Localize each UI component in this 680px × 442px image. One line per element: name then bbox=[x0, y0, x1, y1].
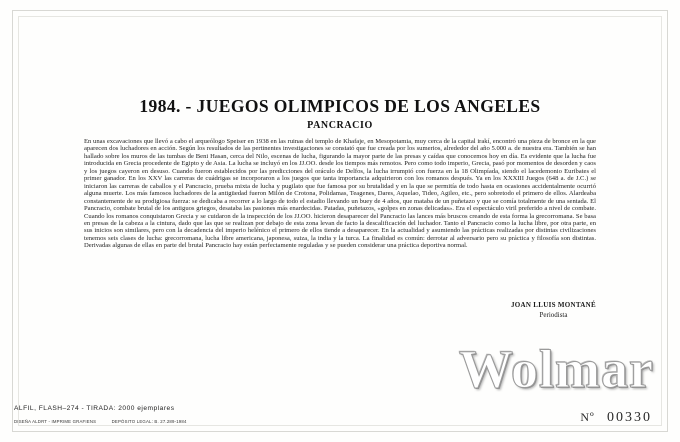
article-body bbox=[84, 138, 596, 250]
serial-symbol: Nº bbox=[580, 410, 595, 424]
footer-legal-line bbox=[14, 419, 201, 424]
page-title: 1984. - JUEGOS OLIMPICOS DE LOS ANGELES bbox=[139, 96, 541, 116]
page-subtitle: PANCRACIO bbox=[307, 120, 373, 131]
serial-number bbox=[580, 409, 652, 426]
author-name: JOAN LLUIS MONTANÉ bbox=[510, 301, 596, 309]
serial-value: 00330 bbox=[607, 410, 652, 425]
signature-block bbox=[511, 300, 596, 320]
footer-edition-line: ALFIL, FLASH–274 - TIRADA: 2000 ejemplares bbox=[14, 405, 175, 412]
author-role: Periodista bbox=[539, 311, 568, 319]
footer-legal-deposit: DEPÓSITO LEGAL: B. 27.289-1984 bbox=[111, 419, 187, 424]
article-paragraph: En unas excavaciones que llevó a cabo el arqueólogo Speiser en 1938 en las ruinas del templo de Khafaje, en Mesopotamia, muy cerca de la capital irakí, encontró una pieza de bronce en la que aparecen dos luchadores en acción. Según los resultados de las pertinentes investigaciones se constató que fue creada por los sumerios, alrededor del año 5.000 a. de nuestra era. También se han hallado sobre los muros de las tumbas de Beni Hasan, cerca del Nilo, escenas de lucha, figurando la mayor parte de las presas y caídas que conocemos hoy en día. Es evidente que la lucha fue introducida en Grecia procedente de Egipto y de Asia. La lucha se incluyó en los JJ.OO. desde los tiempos más remotos. Pero como todo imperio, Grecia, pasó por momentos de desorden y caos y los juegos cayeron en desuso. Cuando fueron establecidos por las predicciones del oráculo de Delfos, la lucha irrumpió con fuerza en la 18 Olimpíada, siendo el lacedemonio Euribates el primer ganador. En los XXV las carreras de cuádrigas se incorporaron a los juegos que tanta importancia adquirieron con los romanos después. Ya en los XXXIII Juegos (648 a. de J.C.) se iniciaron las carreras de caballos y el Pancracio, prueba mixta de lucha y pugilato que fue famosa por su brutalidad y en la que se permitía de todo hasta en ocasiones accidentalmente ocurrió alguna muerte. Los más famosos luchadores de la antigüedad fueron Milón de Crotona, Polidamas, Teagenes, Dares, Aquelao, Tideo, Agileo, etc., pero sobretodo el primero de ellos. Alardeaba constantemente de su prodigiosa fuerza: se dedicaba a recorrer a lo largo de todo el estadio llevando un buey de 4 años, que mataba de un puñetazo y que se comía totalmente de una sentada. El Pancracio, combate brutal de los antiguos griegos, desataba las pasiones más enardecidas. Patadas, puñetazos, «golpes en zonas delicadas». Era el espectáculo viril preferido a nivel de combate. Cuando los romanos conquistaron Grecia y se cuidaron de la inspección de los JJ.OO. hicieron desaparecer del Pancracio las lances más bruscos creando de esta forma la grecorromana. Se basa en presas de la cabeza a la cintura, dado que las que se realizan por debajo de esta zona levan de facto la descalificación del luchador. Tanto el Pancracio como la lucha libre, por otra parte, en sus inicios son similares, pero con la decadencia del imperio helénico el primero de ellos tiende a desaparecer. En la actualidad y asumiendo las prácticas realizadas por distintas civilizaciones tenemos seis clases de lucha: grecorromana, lucha libre americana, japonesa, suiza, la india y la turca. La finalidad es común: derrotar al adversario pero su práctica y filosofía son distintas. Derivadas algunas de ellas en parte del brutal Pancracio hay están perfectamente reguladas y se pueden considerar una práctica deportiva normal. bbox=[84, 138, 596, 250]
footer-printer: DISEÑA ALDRT - IMPRIME GRAFIENS bbox=[14, 419, 97, 424]
brand-watermark: Wolmar bbox=[459, 339, 654, 399]
